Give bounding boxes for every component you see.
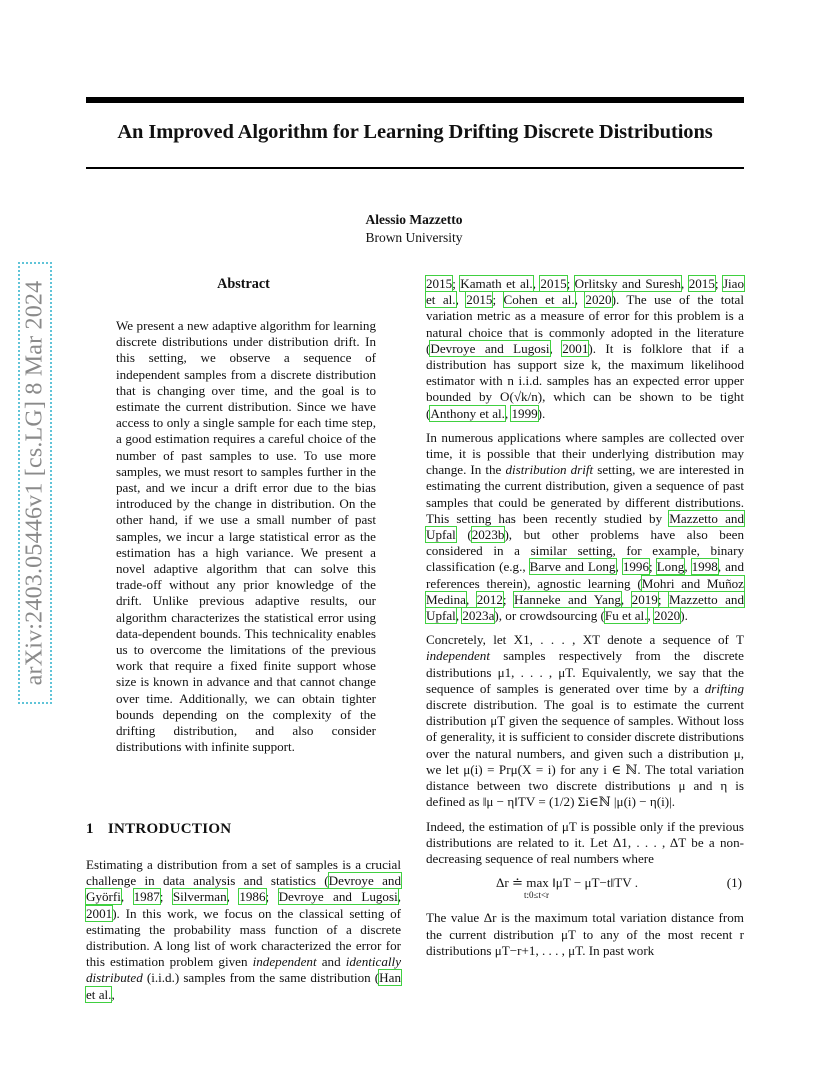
citation-link[interactable]: Devroye and Györfi bbox=[86, 873, 401, 905]
citation-link[interactable]: Silverman bbox=[172, 889, 227, 905]
text: ; bbox=[649, 559, 657, 575]
citation-link[interactable]: Fu et al. bbox=[604, 608, 648, 624]
text: , bbox=[455, 292, 467, 308]
citation-link[interactable]: 2012 bbox=[476, 591, 503, 607]
citation-link[interactable]: Mazzetto and Upfal bbox=[426, 591, 745, 624]
citation-link[interactable]: 2001 bbox=[86, 905, 113, 921]
text: , bbox=[615, 559, 623, 575]
arxiv-stamp-text: arXiv:2403.05446v1 [cs.LG] 8 Mar 2024 bbox=[21, 280, 48, 686]
text: discrete distribution. The goal is to estimate the current distribution μT given the sequence of samples. Without loss of generality, it is sufficient to consider discrete distributions over the natural numbers, and given such a distribution μ, we let μ(i) = Prμ(X = i) for any i ∈ ℕ. The total variation distance between two discrete distributions μ and η is defined as ‖μ − η‖TV = (1/2) Σi∈ℕ |μ(i) − η(i)|. bbox=[426, 697, 744, 810]
text: , bbox=[466, 591, 477, 607]
equation-subscript: t:0≤t<r bbox=[524, 890, 550, 901]
text: Indeed, the estimation of μT is possible only if the previous distributions are related to it. Let Δ1, . . . , ΔT be a non-decreasing sequence of real numbers where bbox=[426, 818, 744, 866]
citation-link[interactable]: 1996 bbox=[622, 559, 650, 575]
text: , bbox=[455, 608, 463, 624]
citation-link[interactable]: 1999 bbox=[511, 405, 538, 421]
text: ). bbox=[680, 608, 688, 624]
section-title: INTRODUCTION bbox=[107, 821, 232, 837]
intro-paragraph-2 bbox=[426, 430, 744, 624]
text: , bbox=[504, 405, 512, 421]
text: setting, we are interested in estimating the current distribution, given a sequence of past samples that could be generated by different distributions. This setting has been recently studied by bbox=[426, 462, 744, 526]
text: ; bbox=[159, 889, 173, 905]
text: ; bbox=[492, 292, 504, 308]
text: Concretely, let X1, . . . , XT denote a sequence of T bbox=[426, 632, 744, 648]
text: ; bbox=[714, 276, 723, 291]
text: ), or crowdsourcing ( bbox=[494, 608, 605, 624]
text: In numerous applications where samples are collected over time, it is possible that their underlying distribution may change. In the bbox=[426, 429, 744, 478]
emphasis: distribution drift bbox=[505, 462, 594, 478]
abstract-heading: Abstract bbox=[217, 276, 270, 292]
text: , bbox=[574, 292, 586, 308]
text: ), but other problems have also been considered in a similar setting, for example, binary classification (e.g., bbox=[426, 527, 744, 575]
text: , bbox=[111, 986, 115, 1002]
citation-link[interactable]: 2015 bbox=[466, 292, 493, 308]
text: ). It is folklore that if a distribution has support size k, the maximum likelihood estimator with n i.i.d. samples has an expected error upper bounded by O(√k/n), which can be shown to be tight ( bbox=[426, 340, 745, 421]
intro-paragraph-4 bbox=[426, 819, 744, 868]
equation-number: (1) bbox=[726, 875, 742, 891]
citation-link[interactable]: 2020 bbox=[585, 292, 612, 308]
emphasis: identically distributed bbox=[86, 954, 401, 986]
equation-1 bbox=[426, 875, 744, 900]
citation-link[interactable]: Long bbox=[656, 559, 685, 575]
text: ). bbox=[537, 405, 546, 421]
citation-link[interactable]: Mohri and Muñoz Medina bbox=[426, 575, 744, 607]
citation-link[interactable]: 2019 bbox=[631, 591, 658, 607]
text: ( bbox=[455, 527, 472, 543]
abstract-body: We present a new adaptive algorithm for learning discrete distributions under distribution drift. In this setting, we observe a sequence of independent samples from a discrete distribution that is changing over time, and the goal is to estimate the current distribution. Since we have access to only a single sample for each time step, a good estimation requires a careful choice of the number of past samples to use. To use more samples, we must resort to samples further in the past, and we incur a drift error due to the bias introduced by the change in distribution. On the other hand, if we use a small number of past samples, we incur a large statistical error as the estimation has a high variance. We present a novel adaptive algorithm that can solve this trade-off without any prior knowledge of the drift. Unlike previous adaptive results, our algorithm characterizes the statistical error using data-dependent bounds. This technicality enables us to overcome the limitations of the previous work that require a fixed finite support whose size is known in advance and that cannot change over time. Additionally, we can obtain tighter bounds depending on the complexity of the drifting distribution, and also consider distributions with infinite support. bbox=[116, 318, 376, 755]
title-rule-top bbox=[86, 97, 744, 103]
paper-title: An Improved Algorithm for Learning Drifting Discrete Distributions bbox=[117, 121, 713, 143]
text: , bbox=[532, 276, 541, 291]
text: ). The use of the total variation metric as a measure of error for this problem is a natural choice that is commonly adopted in the literature ( bbox=[426, 292, 745, 356]
text: , bbox=[549, 340, 563, 356]
text: ). In this work, we focus on the classical setting of estimating the probability mass function of a discrete distribution. A long list of work characterized the error for this estimation problem given bbox=[86, 905, 401, 970]
citation-link[interactable]: Kamath et al. bbox=[460, 276, 533, 291]
citation-link[interactable]: 2015 bbox=[426, 276, 453, 291]
text: , bbox=[684, 559, 692, 575]
equation-formula bbox=[496, 875, 638, 900]
citation-link[interactable]: Barve and Long bbox=[529, 559, 616, 575]
citation-link[interactable]: Cohen et al. bbox=[503, 292, 575, 308]
text: The value Δr is the maximum total variation distance from the current distribution μT to any of the most recent r distributions μT−r+1, . . . , μT. In past work bbox=[426, 910, 744, 958]
intro-paragraph-3 bbox=[426, 632, 744, 810]
emphasis: independent bbox=[252, 954, 317, 970]
arxiv-stamp[interactable] bbox=[18, 262, 52, 704]
text: , bbox=[620, 591, 632, 607]
citation-link[interactable]: Devroye and Lugosi bbox=[430, 340, 550, 356]
text: and bbox=[316, 954, 346, 970]
emphasis: drifting bbox=[704, 680, 744, 696]
section-heading bbox=[86, 821, 231, 838]
text: ; bbox=[566, 276, 575, 291]
equation-body: Δr ≐ max ‖μT − μT−t‖TV . bbox=[496, 875, 638, 891]
intro-paragraph-1-continued bbox=[426, 276, 744, 422]
text: , bbox=[647, 608, 655, 624]
text: , bbox=[680, 276, 689, 291]
citation-link[interactable]: 2023b bbox=[471, 527, 505, 543]
intro-paragraph-5 bbox=[426, 910, 744, 959]
citation-link[interactable]: 2023a bbox=[462, 608, 495, 624]
citation-link[interactable]: 2020 bbox=[654, 608, 681, 624]
citation-link[interactable]: 2015 bbox=[688, 276, 715, 291]
citation-link[interactable]: 1998 bbox=[691, 559, 718, 575]
author-name: Alessio Mazzetto bbox=[365, 212, 463, 227]
emphasis: independent bbox=[426, 648, 490, 664]
citation-link[interactable]: 2001 bbox=[562, 340, 589, 356]
text: , and references therein), agnostic learning ( bbox=[426, 559, 745, 591]
text: ; bbox=[452, 276, 461, 291]
title-rule-bottom bbox=[86, 167, 744, 169]
author-affiliation: Brown University bbox=[365, 230, 463, 245]
citation-link[interactable]: Hanneke and Yang bbox=[514, 591, 621, 607]
citation-link[interactable]: Orlitsky and Suresh bbox=[574, 276, 681, 291]
text: Estimating a distribution from a set of samples is a crucial challenge in data analysis and statistics ( bbox=[86, 857, 401, 889]
right-column bbox=[426, 276, 744, 967]
citation-link[interactable]: 1986 bbox=[239, 889, 266, 905]
text: ; bbox=[265, 889, 279, 905]
section-number: 1 bbox=[86, 821, 94, 837]
citation-link[interactable]: 2015 bbox=[540, 276, 567, 291]
intro-paragraph-1 bbox=[86, 857, 401, 1003]
text: ; bbox=[657, 591, 669, 607]
text: , bbox=[226, 889, 240, 905]
citation-link[interactable]: Devroye and Lugosi bbox=[278, 889, 398, 905]
citation-link[interactable]: Mazzetto and Upfal bbox=[426, 510, 744, 543]
citation-link[interactable]: Anthony et al. bbox=[430, 405, 505, 421]
text: , bbox=[120, 889, 134, 905]
text: , bbox=[397, 889, 401, 905]
citation-link[interactable]: 1987 bbox=[133, 889, 160, 905]
text: ; bbox=[502, 591, 515, 607]
text: samples respectively from the discrete distributions μ1, . . . , μT. Equivalently, we say that the sequence of samples is generated over time by a bbox=[426, 648, 744, 696]
citation-link[interactable]: Han et al. bbox=[86, 970, 401, 1002]
citation-link[interactable]: Jiao et al. bbox=[426, 276, 745, 308]
text: (i.i.d.) samples from the same distribution ( bbox=[142, 970, 380, 986]
